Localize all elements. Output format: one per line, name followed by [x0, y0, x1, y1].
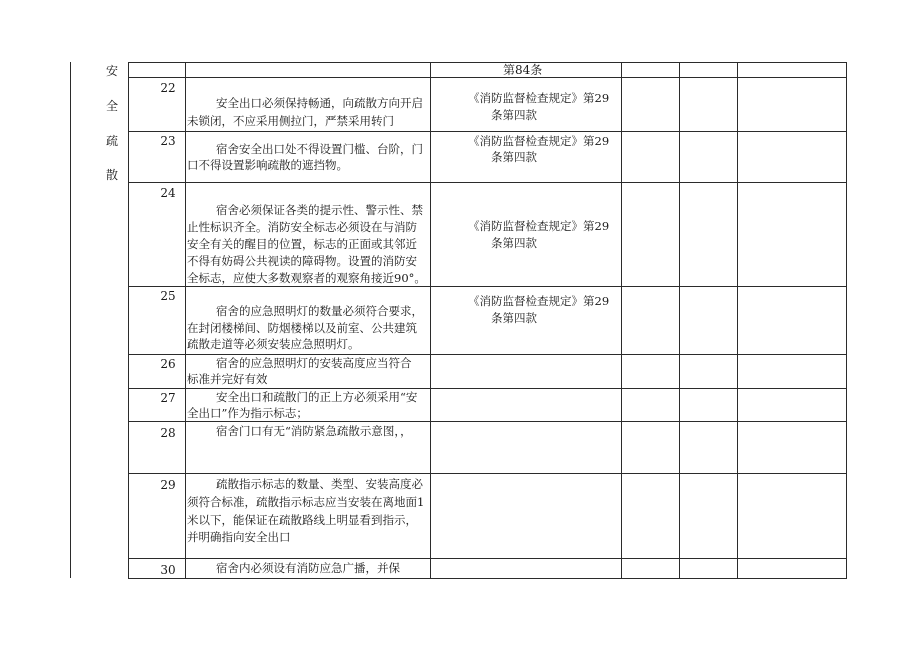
row-divider: [128, 77, 847, 78]
row-number: 25: [160, 289, 176, 303]
row-text-line: 须符合标准，疏散指示标志应当安装在离地面1: [187, 495, 425, 509]
row-text-line: 宿舍的应急照明灯的数量必须符合要求，: [216, 304, 423, 318]
row-number: 24: [160, 186, 176, 200]
table-border-left: [70, 62, 71, 578]
row-text-line: 在封闭楼梯间、防烟楼梯以及前室、公共建筑: [187, 321, 417, 335]
row-ref-line: 条第四款: [491, 236, 537, 250]
row-text-line: 并明确指向安全出口: [187, 530, 291, 544]
row-number: 26: [160, 357, 176, 371]
row-ref-line: 《消防监督检查规定》第29: [468, 134, 610, 148]
column-divider: [128, 62, 129, 578]
category-char: 散: [105, 168, 118, 182]
row-text-line: 宿舍安全出口处不得设置门槛、台阶，门: [216, 142, 423, 156]
row-number: 27: [160, 391, 176, 405]
row-text-line: 疏散走道等必须安装应急照明灯。: [187, 337, 360, 351]
row-text-line: 口不得设置影响疏散的遮挡物。: [187, 158, 348, 172]
row-ref-line: 《消防监督检查规定》第29: [468, 91, 610, 105]
row-number: 23: [160, 134, 176, 148]
row-text-line: 全出口”作为指示标志；: [187, 406, 308, 420]
row-ref-line: 条第四款: [491, 311, 537, 325]
row-ref-line: 《消防监督检查规定》第29: [468, 294, 610, 308]
category-char: 安: [105, 64, 118, 78]
row-text-line: 安全出口和疏散门的正上方必须采用“安: [216, 390, 418, 404]
column-divider: [679, 62, 680, 578]
row-number: 22: [160, 81, 176, 95]
row-number: 30: [160, 563, 176, 577]
row-divider: [128, 558, 847, 559]
column-divider: [737, 62, 738, 578]
row-ref-line: 条第四款: [491, 108, 537, 122]
row-text-line: 米以下，能保证在疏散路线上明显看到指示，: [187, 513, 417, 527]
row-divider: [128, 62, 847, 63]
row-divider: [128, 578, 847, 579]
table-border-right: [846, 62, 847, 578]
category-char: 全: [105, 99, 118, 113]
row-text-line: 全标志，应使大多数观察者的观察角接近90°。: [187, 271, 426, 285]
row-text-line: 宿舍的应急照明灯的安装高度应当符合: [216, 356, 412, 370]
row-text-line: 宿舍内必须设有消防应急广播，并保: [216, 561, 400, 575]
row-number: 28: [160, 426, 176, 440]
column-divider: [430, 62, 431, 578]
category-char: 疏: [105, 134, 118, 148]
row-ref-line: 条第四款: [491, 150, 537, 164]
column-divider: [621, 62, 622, 578]
row-text-line: 宿舍门口有无“消防紧急疏散示意图，，: [216, 424, 412, 438]
row-divider: [128, 182, 847, 183]
header-ref: 第84条: [503, 63, 543, 77]
row-text-line: 未锁闭，不应采用侧拉门，严禁采用转门: [187, 114, 394, 128]
row-text-line: 不得有妨碍公共视读的障碍物。设置的消防安: [187, 254, 417, 268]
row-ref-line: 《消防监督检查规定》第29: [468, 219, 610, 233]
row-text-line: 安全有关的醒目的位置，标志的正面或其邻近: [187, 237, 417, 251]
row-text-line: 标准并完好有效: [187, 372, 268, 386]
row-text-line: 安全出口必须保持畅通，向疏散方向开启: [216, 96, 423, 110]
row-text-line: 疏散指示标志的数量、类型、安装高度必: [216, 477, 423, 491]
row-divider: [128, 131, 847, 132]
row-text-line: 宿舍必须保证各类的提示性、警示性、禁: [216, 203, 423, 217]
row-text-line: 止性标识齐全。消防安全标志必须设在与消防: [187, 220, 417, 234]
row-number: 29: [160, 478, 176, 492]
row-divider: [128, 473, 847, 474]
